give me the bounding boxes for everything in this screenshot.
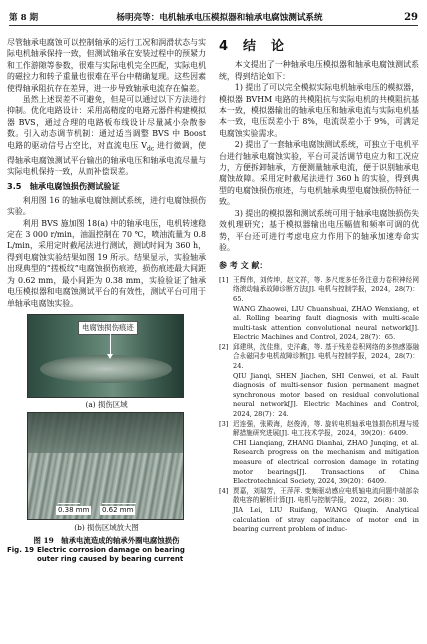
figure-caption-en-text: Electric corrosion damage on bearing outer ring caused by bearing current bbox=[37, 545, 185, 563]
damage-zoom-photo bbox=[27, 412, 184, 520]
paragraph-continued: 尽管轴承电腐蚀可以控制轴承的运行工况和润滑状态与实际电机轴承保持一致，但测试轴承在安装过程中的预紧力和工作游隙等参数，很难与实际电机完全匹配，实际电机的磁拉力和转子重量也很难在平台中精确复现。这些因素使得轴承阻抗存在差异，进一步导致轴承电流存在偏差。 bbox=[7, 38, 206, 93]
damage-trace-label: 电腐蚀损伤痕迹 bbox=[78, 321, 138, 335]
right-column bbox=[219, 37, 419, 535]
paragraph-experiment-intro: 利用图 16 的轴承电腐蚀测试系统，进行电腐蚀损伤实验。 bbox=[7, 195, 206, 217]
page-number: 29 bbox=[404, 11, 418, 23]
reference-number bbox=[219, 305, 233, 343]
paragraph-experiment-result: 利用 BVS 施加图 18(a) 中的轴承电压，电机转速稳定在 3 000 r/min，油温控制在 70 ℃，喷油流量为 0.8 L/min，采用定时截尾法进行测试，测试时间为 360 h，得到电腐蚀实验结果如图 19 所示。结果显示，实验轴承出现典型的“搓板纹”电腐蚀损伤痕迹，损伤痕迹最大间距为 0.62 mm，最小间距为 0.38 mm，实验验证了轴承电压模拟器和电腐蚀测试平台的有效性，测试平台可用于单轴承电腐蚀实验。 bbox=[7, 218, 206, 308]
measure-bar-1 bbox=[58, 503, 80, 504]
reference-item bbox=[219, 343, 419, 372]
text-part: 进行微调，使得轴承电腐蚀测试平台输出的轴承电压和轴承电流尽量与实际电机保持一致，从而补偿误差。 bbox=[7, 140, 206, 177]
reference-item bbox=[219, 276, 419, 305]
reference-text: WANG Zhaowei, LIU Chuanshuai, ZHAO Wenxiang, et al. Rolling bearing fault diagnosis with multi-scale multi-task attention convolutional neural network[J]. Electric Machines and Control, 2024, 28(7)：65. bbox=[233, 304, 419, 342]
reference-item bbox=[219, 506, 419, 535]
measurement-min: 0.38 mm bbox=[58, 505, 90, 514]
subcaption-b: (b) 损伤区域放大图 bbox=[74, 522, 139, 532]
reference-text: 迟连强，张殿海，赵俊涛，等. 旋转电机轴承电蚀损伤机理与缓解措施研究进展[J]. 电工技术学报，2024，39(20)：6409. bbox=[233, 419, 419, 438]
figure-caption-zh: 图 19 轴承电流造成的轴承外圈电腐蚀损伤 bbox=[33, 535, 180, 545]
conclusion-intro: 本文提出了一种轴承电压模拟器和轴承电腐蚀测试系统，得到结论如下： bbox=[219, 60, 419, 81]
reference-item bbox=[219, 439, 419, 487]
damage-area-photo bbox=[27, 314, 184, 398]
reference-text: 王辉伟，刘传坤，赵文祥，等. 多尺度多任务注意力卷积神经网络滚动轴承故障诊断方法[J]. 电机与控制学报，2024，28(7)：65. bbox=[233, 275, 419, 303]
text-part: 虽然上述误差不可避免，但是可以通过以下方法进行抑制。优化电路设计：采用高精度的电路元器件构建模拟器 BVS，通过合理的电路板布线设计尽量减小杂散参数。引入动态调节机制：通过适当调整 BVS 中 Boost 电路的驱动信号占空比，对直流电压 V bbox=[7, 95, 206, 150]
reference-item bbox=[219, 487, 419, 506]
figure-caption bbox=[7, 536, 206, 564]
measure-bar-2 bbox=[102, 503, 136, 504]
reference-number: [1] bbox=[219, 275, 229, 284]
reference-number: [3] bbox=[219, 419, 229, 428]
conclusion-item-1: 1) 提出了可以完全模拟实际电机轴承电压的模拟器，模拟器 BVHM 电路的共模阻抗与实际电机的共模阻抗基本一致，模拟器输出的轴承电压和轴承电流与实际电机基本一致，电压误差小于 8%，电流误差小于 9%，可满足电腐蚀实验需求。 bbox=[219, 83, 419, 138]
references-heading: 参 考 文 献： bbox=[219, 261, 268, 271]
conclusion-item-3: 3) 提出的模拟器和测试系统可用于轴承电腐蚀损伤失效机理研究；基于模拟器输出电压幅值和频率可调的优势，平台还可进行考虑电应力作用下的轴承加速寿命实验。 bbox=[219, 208, 419, 252]
issue-number: 第 8 期 bbox=[9, 13, 39, 23]
reference-text: 贾嘉，刘瑞芳，王萍萍. 变频驱动感应电机轴电流问题中端部杂散电容的解析计算[J]. 电机与控制学报，2022，26(8)：30. bbox=[233, 486, 419, 505]
subcaption-a: (a) 损伤区域 bbox=[85, 399, 128, 409]
reference-item bbox=[219, 305, 419, 343]
paragraph-error-suppression bbox=[7, 94, 206, 177]
conclusion-item-2: 2) 提出了一套轴承电腐蚀测试系统，可独立于电机平台进行轴承电腐蚀实验，平台可灵活调节电应力和工况应力，方便拆卸轴承，方便测量轴承电流，便于识别轴承电腐蚀故障。采用定时截尾法进行 360 h 的实验，得到典型的电腐蚀损伤痕迹，与电机轴承典型电腐蚀损伤特征一致。 bbox=[219, 140, 419, 207]
reference-text: CHI Lianqiang, ZHANG Dianhai, ZHAO Junqing, et al. Research progress on the mechanism and mitigation measure of electrical corrosion damage in rotating motor bearings[J]. Transactions of China Electrotechnical Society, 2024, 39(20)：6409. bbox=[233, 438, 419, 486]
subsection-heading-3-5: 3.5 轴承电腐蚀损伤测试验证 bbox=[7, 181, 120, 192]
left-column bbox=[7, 37, 206, 563]
section-heading-conclusion: 4 结 论 bbox=[219, 39, 286, 54]
subscript-dc: dc bbox=[146, 145, 155, 153]
running-title: 杨明亮等：电机轴承电压模拟器和轴承电腐蚀测试系统 bbox=[116, 13, 323, 23]
reference-list bbox=[219, 276, 419, 535]
bearing-ring bbox=[40, 355, 172, 383]
reference-item bbox=[219, 372, 419, 420]
figure-caption-en bbox=[7, 546, 206, 564]
reference-number: [2] bbox=[219, 342, 229, 351]
reference-number: [4] bbox=[219, 486, 229, 495]
pointer-arrow-icon bbox=[110, 333, 111, 355]
figure-caption-en-label: Fig. 19 bbox=[7, 545, 35, 554]
reference-text: QIU Jianqi, SHEN Jiachen, SHI Cenwei, et al. Fault diagnosis of multi-sensor fusion permanent magnet synchronous motor based on residual convolutional neural network[J]. Electric Machines and Control, 2024, 28(7)：24. bbox=[233, 371, 419, 419]
reference-number bbox=[219, 506, 233, 535]
figure-19 bbox=[7, 314, 206, 563]
reference-item bbox=[219, 420, 419, 439]
measurement-max: 0.62 mm bbox=[102, 505, 134, 514]
reference-number bbox=[219, 372, 233, 420]
reference-text: JIA Lei, LIU Ruifang, WANG Qiuqin. Analytical calculation of stray capacitance of motor end in bearing current problem of induc- bbox=[233, 505, 419, 534]
reference-text: 邱建琪，沈佳鼎，史洋鑫，等. 基于残差卷积网络的多热感器融合永磁同步电机故障诊断[J]. 电机与控制学报，2024，28(7)：24. bbox=[233, 342, 419, 371]
reference-number bbox=[219, 439, 233, 487]
photo-shadow bbox=[28, 413, 183, 453]
page-header bbox=[9, 9, 418, 26]
